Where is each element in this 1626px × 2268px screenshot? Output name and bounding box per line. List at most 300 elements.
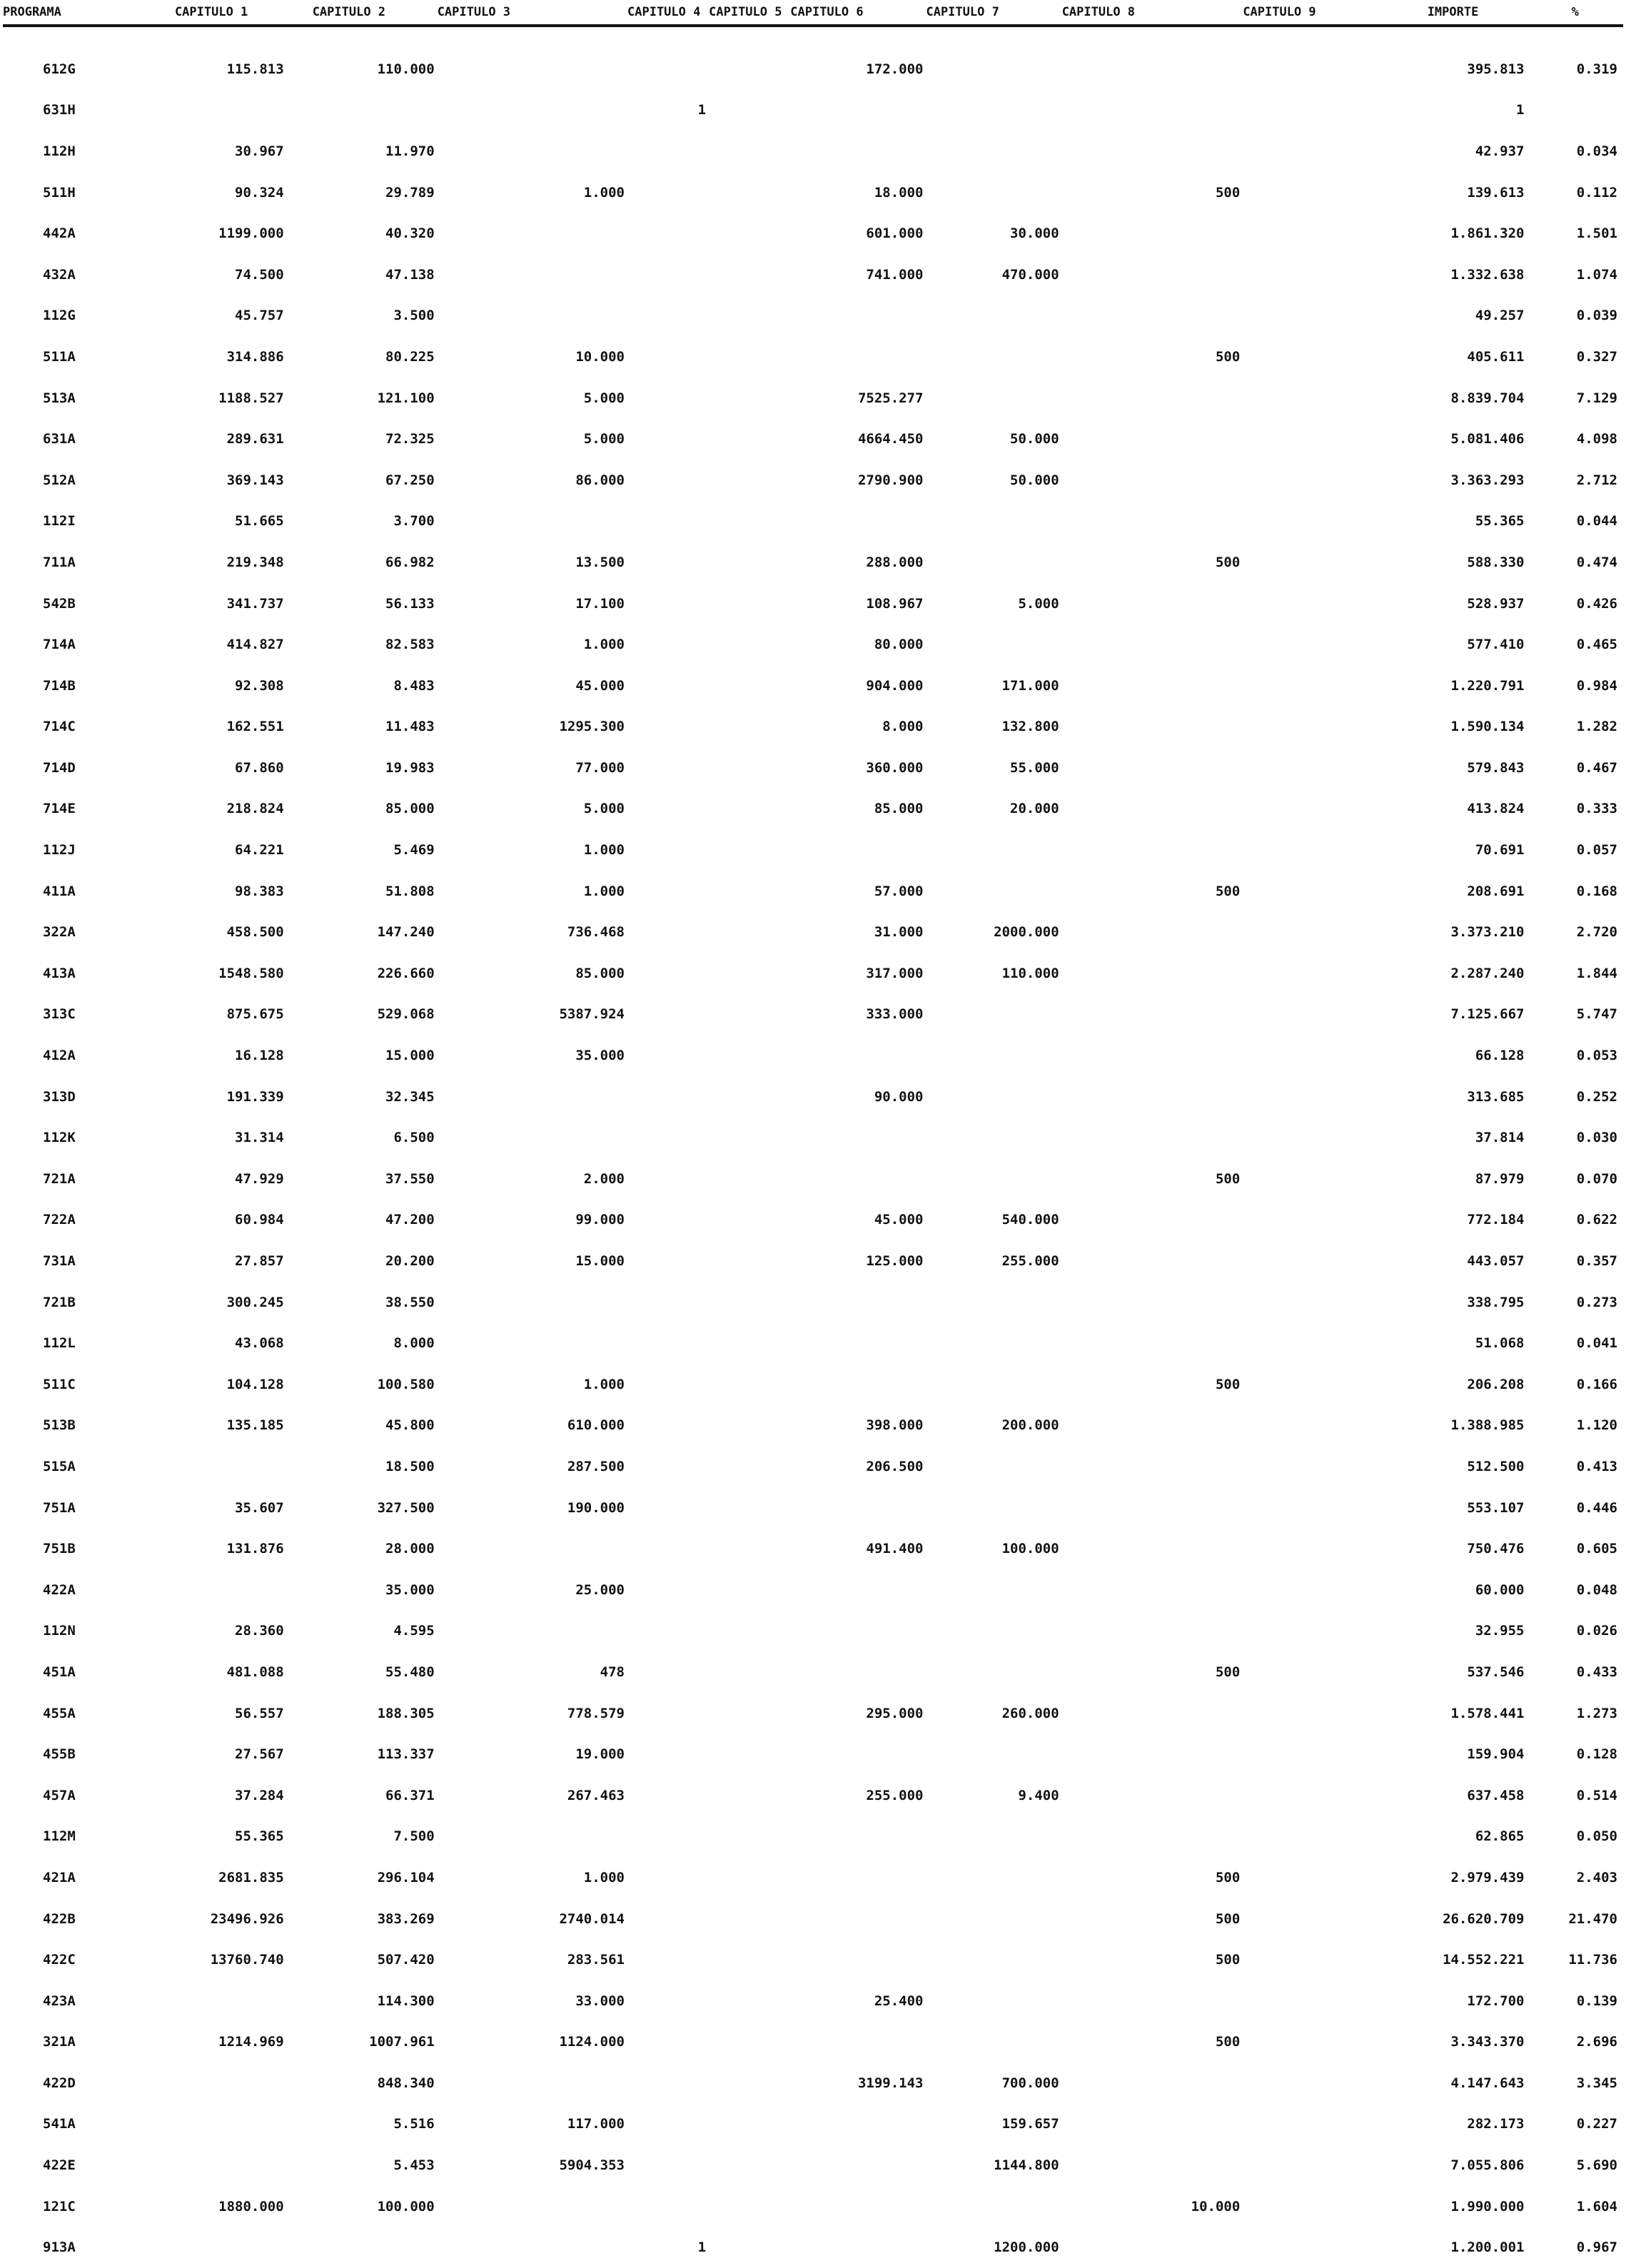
cell-programa: 422A — [43, 1581, 76, 1598]
cell-capitulo-2: 296.104 — [377, 1869, 435, 1885]
cell-capitulo-9 — [1243, 131, 1378, 172]
cell-capitulo-5 — [709, 1282, 790, 1323]
cell-percent: 0.166 — [1576, 1376, 1617, 1392]
cell-capitulo-9 — [1243, 501, 1378, 542]
cell-capitulo-4 — [627, 2104, 709, 2145]
cell-capitulo-1: 35.607 — [235, 1499, 284, 1516]
cell-capitulo-9 — [1243, 1569, 1378, 1611]
cell-capitulo-7: 171.000 — [1001, 677, 1059, 694]
cell-capitulo-7 — [926, 1158, 1061, 1200]
cell-capitulo-6 — [790, 131, 926, 172]
cell-capitulo-4 — [627, 1364, 709, 1405]
cell-capitulo-2: 80.225 — [385, 348, 435, 365]
cell-capitulo-9 — [1243, 1117, 1378, 1158]
table-row — [3, 1158, 1623, 1200]
cell-percent: 0.252 — [1576, 1088, 1617, 1105]
cell-percent — [1527, 90, 1624, 131]
cell-capitulo-4 — [627, 1980, 709, 2022]
table-row — [3, 1200, 1623, 1241]
cell-capitulo-3: 1295.300 — [559, 719, 625, 735]
cell-capitulo-1: 218.824 — [226, 801, 284, 817]
cell-percent: 5.747 — [1576, 1006, 1617, 1023]
cell-capitulo-1: 51.665 — [235, 513, 284, 530]
cell-capitulo-4 — [627, 1733, 709, 1775]
cell-capitulo-1 — [175, 1980, 313, 2022]
cell-capitulo-9 — [1243, 624, 1378, 665]
cell-capitulo-6 — [790, 1569, 926, 1611]
cell-capitulo-9 — [1243, 1857, 1378, 1898]
cell-programa: 542B — [43, 595, 76, 612]
cell-importe: 579.843 — [1467, 759, 1525, 776]
cell-capitulo-1: 875.675 — [226, 1006, 284, 1023]
cell-capitulo-9 — [1243, 542, 1378, 583]
cell-capitulo-8 — [1062, 624, 1243, 665]
cell-programa: 612G — [43, 61, 76, 77]
cell-capitulo-2: 507.420 — [377, 1952, 435, 1968]
cell-importe: 750.476 — [1467, 1541, 1525, 1557]
cell-capitulo-2: 8.483 — [393, 677, 435, 694]
cell-capitulo-4 — [627, 953, 709, 994]
cell-percent: 0.070 — [1576, 1170, 1617, 1187]
cell-capitulo-5 — [709, 1446, 790, 1487]
table-row — [3, 542, 1623, 583]
cell-capitulo-1: 1214.969 — [218, 2034, 284, 2050]
cell-capitulo-3: 117.000 — [567, 2116, 625, 2132]
cell-capitulo-8: 500 — [1215, 1664, 1241, 1680]
table-row — [3, 2186, 1623, 2227]
cell-capitulo-8 — [1062, 418, 1243, 460]
cell-capitulo-1: 67.860 — [235, 759, 284, 776]
cell-capitulo-1: 104.128 — [226, 1376, 284, 1392]
cell-capitulo-5 — [709, 1816, 790, 1858]
table-row — [3, 1857, 1623, 1898]
table-row — [3, 254, 1623, 295]
cell-capitulo-2: 29.789 — [385, 184, 435, 201]
cell-capitulo-3: 99.000 — [575, 1212, 625, 1228]
cell-capitulo-2: 20.200 — [385, 1253, 435, 1270]
cell-capitulo-9 — [1243, 1035, 1378, 1076]
cell-capitulo-5 — [709, 1158, 790, 1200]
cell-capitulo-8 — [1062, 789, 1243, 830]
cell-capitulo-7: 260.000 — [1001, 1705, 1059, 1721]
cell-programa: 413A — [43, 965, 76, 981]
cell-capitulo-8: 500 — [1215, 883, 1241, 899]
cell-capitulo-3 — [438, 254, 627, 295]
cell-importe: 7.125.667 — [1450, 1006, 1525, 1023]
cell-programa: 714C — [43, 719, 76, 735]
cell-capitulo-9 — [1243, 583, 1378, 624]
cell-percent: 0.622 — [1576, 1212, 1617, 1228]
cell-capitulo-7: 132.800 — [1001, 719, 1059, 735]
table-row — [3, 1117, 1623, 1158]
cell-capitulo-5 — [709, 254, 790, 295]
cell-capitulo-4 — [627, 1898, 709, 1940]
table-row — [3, 378, 1623, 419]
cell-capitulo-6 — [790, 1611, 926, 1652]
cell-capitulo-9 — [1243, 1076, 1378, 1118]
cell-capitulo-7 — [926, 2186, 1061, 2227]
cell-capitulo-3 — [438, 295, 627, 337]
cell-importe: 60.000 — [1475, 1581, 1525, 1598]
cell-capitulo-2: 85.000 — [385, 801, 435, 817]
cell-capitulo-9 — [1243, 1775, 1378, 1816]
cell-capitulo-2: 35.000 — [385, 1581, 435, 1598]
cell-capitulo-2: 15.000 — [385, 1048, 435, 1064]
cell-capitulo-5 — [709, 501, 790, 542]
cell-capitulo-6: 18.000 — [874, 184, 924, 201]
table-row — [3, 1322, 1623, 1364]
cell-capitulo-6 — [790, 1282, 926, 1323]
cell-capitulo-3: 1.000 — [583, 184, 625, 201]
cell-capitulo-8 — [1062, 911, 1243, 953]
cell-capitulo-3 — [438, 1117, 627, 1158]
cell-capitulo-2: 5.469 — [393, 842, 435, 859]
cell-capitulo-7 — [926, 994, 1061, 1036]
cell-capitulo-6: 25.400 — [874, 1993, 924, 2009]
cell-capitulo-1: 30.967 — [235, 143, 284, 159]
cell-capitulo-7 — [926, 378, 1061, 419]
cell-capitulo-4 — [627, 2022, 709, 2063]
cell-percent: 0.514 — [1576, 1787, 1617, 1803]
cell-capitulo-6: 57.000 — [874, 883, 924, 899]
cell-capitulo-8 — [1062, 583, 1243, 624]
cell-capitulo-1: 23496.926 — [210, 1910, 284, 1927]
cell-capitulo-9 — [1243, 460, 1378, 501]
cell-capitulo-5 — [709, 2104, 790, 2145]
cell-capitulo-8: 500 — [1215, 1952, 1241, 1968]
cell-capitulo-8 — [1062, 1405, 1243, 1447]
cell-capitulo-3: 736.468 — [567, 924, 625, 941]
cell-capitulo-3: 1.000 — [583, 1376, 625, 1392]
cell-importe: 405.611 — [1467, 348, 1525, 365]
cell-capitulo-6: 206.500 — [866, 1458, 924, 1474]
table-row — [3, 213, 1623, 254]
cell-programa: 513B — [43, 1417, 76, 1434]
cell-capitulo-7: 110.000 — [1001, 965, 1059, 981]
cell-capitulo-8 — [1062, 1117, 1243, 1158]
header-capitulo-6: CAPITULO 6 — [790, 0, 926, 26]
cell-capitulo-1: 43.068 — [235, 1335, 284, 1352]
table-row — [3, 1240, 1623, 1282]
header-row — [3, 0, 1623, 26]
cell-capitulo-7: 540.000 — [1001, 1212, 1059, 1228]
cell-capitulo-1: 481.088 — [226, 1664, 284, 1680]
cell-capitulo-3: 13.500 — [575, 554, 625, 570]
cell-capitulo-8 — [1062, 378, 1243, 419]
cell-importe: 1.200.001 — [1450, 2239, 1525, 2256]
cell-importe: 1.590.134 — [1450, 719, 1525, 735]
cell-capitulo-2: 51.808 — [385, 883, 435, 899]
cell-capitulo-3: 267.463 — [567, 1787, 625, 1803]
cell-capitulo-2: 848.340 — [377, 2075, 435, 2091]
cell-capitulo-5 — [709, 1939, 790, 1980]
cell-percent: 21.470 — [1568, 1910, 1617, 1927]
cell-programa: 711A — [43, 554, 76, 570]
cell-percent: 1.273 — [1576, 1705, 1617, 1721]
cell-capitulo-4 — [627, 1200, 709, 1241]
cell-importe: 443.057 — [1467, 1253, 1525, 1270]
cell-programa: 714B — [43, 677, 76, 694]
cell-capitulo-6: 90.000 — [874, 1088, 924, 1105]
cell-capitulo-2: 40.320 — [385, 226, 435, 242]
table-row — [3, 172, 1623, 213]
cell-programa: 112M — [43, 1828, 76, 1845]
cell-capitulo-4 — [627, 336, 709, 378]
cell-capitulo-6: 172.000 — [866, 61, 924, 77]
cell-percent: 1.604 — [1576, 2198, 1617, 2214]
cell-capitulo-5 — [709, 2227, 790, 2268]
cell-capitulo-1: 13760.740 — [210, 1952, 284, 1968]
cell-capitulo-8 — [1062, 254, 1243, 295]
cell-capitulo-3: 5.000 — [583, 390, 625, 406]
cell-capitulo-3 — [438, 2186, 627, 2227]
cell-capitulo-8: 500 — [1215, 1910, 1241, 1927]
cell-programa: 411A — [43, 883, 76, 899]
cell-capitulo-8 — [1062, 1322, 1243, 1364]
cell-percent: 2.720 — [1576, 924, 1617, 941]
cell-capitulo-6: 288.000 — [866, 554, 924, 570]
cell-capitulo-7 — [926, 131, 1061, 172]
cell-capitulo-7 — [926, 49, 1061, 90]
cell-capitulo-5 — [709, 747, 790, 789]
cell-capitulo-4 — [627, 131, 709, 172]
cell-capitulo-3 — [438, 501, 627, 542]
header-capitulo-8: CAPITULO 8 — [1062, 0, 1243, 26]
cell-capitulo-3 — [438, 2227, 627, 2268]
cell-capitulo-1: 47.929 — [235, 1170, 284, 1187]
cell-capitulo-3 — [438, 1816, 627, 1858]
cell-capitulo-8: 500 — [1215, 1170, 1241, 1187]
cell-capitulo-5 — [709, 1240, 790, 1282]
cell-capitulo-9 — [1243, 418, 1378, 460]
cell-capitulo-8: 500 — [1215, 1869, 1241, 1885]
cell-capitulo-8 — [1062, 1611, 1243, 1652]
cell-capitulo-2: 47.138 — [385, 266, 435, 283]
cell-capitulo-3: 610.000 — [567, 1417, 625, 1434]
cell-capitulo-1: 115.813 — [226, 61, 284, 77]
table-row — [3, 418, 1623, 460]
cell-programa: 421A — [43, 1869, 76, 1885]
cell-capitulo-3: 5.000 — [583, 801, 625, 817]
cell-capitulo-6 — [790, 1322, 926, 1364]
cell-capitulo-1 — [175, 1446, 313, 1487]
cell-capitulo-1: 300.245 — [226, 1294, 284, 1310]
cell-capitulo-2: 147.240 — [377, 924, 435, 941]
cell-importe: 2.979.439 — [1450, 1869, 1525, 1885]
cell-programa: 121C — [43, 2198, 76, 2214]
table-row — [3, 2145, 1623, 2186]
cell-capitulo-1 — [175, 2227, 313, 2268]
cell-capitulo-6 — [790, 1857, 926, 1898]
cell-capitulo-5 — [709, 2022, 790, 2063]
cell-programa: 511C — [43, 1376, 76, 1392]
cell-capitulo-5 — [709, 1693, 790, 1734]
cell-programa: 112H — [43, 143, 76, 159]
table-row — [3, 460, 1623, 501]
cell-capitulo-8 — [1062, 2227, 1243, 2268]
cell-capitulo-9 — [1243, 829, 1378, 871]
cell-capitulo-6: 45.000 — [874, 1212, 924, 1228]
cell-capitulo-2: 3.700 — [393, 513, 435, 530]
table-row — [3, 665, 1623, 707]
table-row — [3, 1364, 1623, 1405]
cell-percent: 0.048 — [1576, 1581, 1617, 1598]
cell-capitulo-2: 5.516 — [393, 2116, 435, 2132]
cell-capitulo-8 — [1062, 707, 1243, 748]
cell-capitulo-3: 2740.014 — [559, 1910, 625, 1927]
cell-capitulo-1 — [175, 1569, 313, 1611]
cell-capitulo-5 — [709, 1651, 790, 1693]
cell-capitulo-4 — [627, 460, 709, 501]
cell-capitulo-4 — [627, 1693, 709, 1734]
cell-capitulo-6 — [790, 1733, 926, 1775]
cell-capitulo-2: 67.250 — [385, 472, 435, 488]
cell-capitulo-4 — [627, 707, 709, 748]
cell-capitulo-7: 30.000 — [1010, 226, 1059, 242]
cell-capitulo-9 — [1243, 1405, 1378, 1447]
cell-importe: 413.824 — [1467, 801, 1525, 817]
cell-percent: 0.426 — [1576, 595, 1617, 612]
cell-capitulo-3: 5904.353 — [559, 2157, 625, 2174]
cell-programa: 112J — [43, 842, 76, 859]
cell-capitulo-4 — [627, 1857, 709, 1898]
cell-capitulo-9 — [1243, 1611, 1378, 1652]
cell-capitulo-6 — [790, 1117, 926, 1158]
cell-programa: 313C — [43, 1006, 76, 1023]
cell-importe: 1.332.638 — [1450, 266, 1525, 283]
cell-capitulo-5 — [709, 90, 790, 131]
cell-capitulo-8 — [1062, 49, 1243, 90]
cell-capitulo-7: 5.000 — [1018, 595, 1059, 612]
cell-capitulo-6 — [790, 295, 926, 337]
cell-capitulo-1: 28.360 — [235, 1623, 284, 1639]
cell-capitulo-8 — [1062, 90, 1243, 131]
cell-capitulo-6: 125.000 — [866, 1253, 924, 1270]
cell-capitulo-5 — [709, 871, 790, 912]
cell-capitulo-4 — [627, 1611, 709, 1652]
table-row — [3, 1446, 1623, 1487]
cell-programa: 313D — [43, 1088, 76, 1105]
cell-capitulo-9 — [1243, 2022, 1378, 2063]
cell-percent: 0.044 — [1576, 513, 1617, 530]
cell-programa: 112I — [43, 513, 76, 530]
cell-capitulo-3: 45.000 — [575, 677, 625, 694]
cell-capitulo-8 — [1062, 1733, 1243, 1775]
cell-capitulo-1: 64.221 — [235, 842, 284, 859]
header-capitulo-5: CAPITULO 5 — [709, 0, 790, 26]
cell-capitulo-1: 135.185 — [226, 1417, 284, 1434]
cell-capitulo-4 — [627, 1569, 709, 1611]
cell-capitulo-8 — [1062, 1240, 1243, 1282]
cell-programa: 422B — [43, 1910, 76, 1927]
table-row — [3, 707, 1623, 748]
cell-capitulo-9 — [1243, 1651, 1378, 1693]
cell-capitulo-3: 2.000 — [583, 1170, 625, 1187]
table-row — [3, 747, 1623, 789]
cell-capitulo-5 — [709, 1364, 790, 1405]
cell-importe: 42.937 — [1475, 143, 1525, 159]
cell-capitulo-4 — [627, 1939, 709, 1980]
cell-capitulo-3: 35.000 — [575, 1048, 625, 1064]
cell-capitulo-2: 327.500 — [377, 1499, 435, 1516]
cell-importe: 588.330 — [1467, 554, 1525, 570]
cell-capitulo-5 — [709, 2062, 790, 2104]
cell-capitulo-4 — [627, 829, 709, 871]
table-row — [3, 789, 1623, 830]
cell-capitulo-9 — [1243, 1693, 1378, 1734]
cell-percent: 0.357 — [1576, 1253, 1617, 1270]
cell-programa: 913A — [43, 2239, 76, 2256]
cell-capitulo-4 — [627, 501, 709, 542]
cell-capitulo-4 — [627, 1651, 709, 1693]
table-row — [3, 1282, 1623, 1323]
cell-capitulo-6: 85.000 — [874, 801, 924, 817]
cell-capitulo-4 — [627, 994, 709, 1036]
table-row — [3, 1487, 1623, 1529]
cell-capitulo-6: 601.000 — [866, 226, 924, 242]
cell-capitulo-1: 98.383 — [235, 883, 284, 899]
cell-capitulo-1: 458.500 — [226, 924, 284, 941]
table-row — [3, 953, 1623, 994]
cell-capitulo-7: 50.000 — [1010, 431, 1059, 447]
cell-capitulo-5 — [709, 1775, 790, 1816]
cell-capitulo-3 — [438, 1528, 627, 1569]
cell-capitulo-3: 25.000 — [575, 1581, 625, 1598]
cell-capitulo-1 — [175, 90, 313, 131]
cell-capitulo-2: 188.305 — [377, 1705, 435, 1721]
cell-capitulo-3: 478 — [600, 1664, 625, 1680]
cell-capitulo-9 — [1243, 336, 1378, 378]
cell-capitulo-3: 1.000 — [583, 842, 625, 859]
cell-capitulo-7 — [926, 336, 1061, 378]
cell-capitulo-2: 113.337 — [377, 1746, 435, 1763]
cell-capitulo-4 — [627, 1158, 709, 1200]
header-capitulo-7: CAPITULO 7 — [926, 0, 1061, 26]
cell-programa: 112N — [43, 1623, 76, 1639]
cell-capitulo-8 — [1062, 1569, 1243, 1611]
cell-capitulo-5 — [709, 336, 790, 378]
cell-capitulo-7: 9.400 — [1018, 1787, 1059, 1803]
cell-capitulo-9 — [1243, 953, 1378, 994]
cell-capitulo-6 — [790, 2227, 926, 2268]
cell-capitulo-1: 92.308 — [235, 677, 284, 694]
cell-capitulo-9 — [1243, 295, 1378, 337]
cell-capitulo-9 — [1243, 172, 1378, 213]
cell-importe: 206.208 — [1467, 1376, 1525, 1392]
cell-capitulo-6 — [790, 1651, 926, 1693]
cell-importe: 4.147.643 — [1450, 2075, 1525, 2091]
cell-programa: 515A — [43, 1458, 76, 1474]
cell-capitulo-4 — [627, 911, 709, 953]
cell-capitulo-3: 190.000 — [567, 1499, 625, 1516]
cell-capitulo-9 — [1243, 1240, 1378, 1282]
cell-capitulo-2: 7.500 — [393, 1828, 435, 1845]
cell-capitulo-4 — [627, 2186, 709, 2227]
cell-capitulo-7 — [926, 1816, 1061, 1858]
cell-percent: 0.273 — [1576, 1294, 1617, 1310]
cell-percent: 1.120 — [1576, 1417, 1617, 1434]
cell-capitulo-5 — [709, 172, 790, 213]
cell-capitulo-9 — [1243, 789, 1378, 830]
cell-capitulo-8 — [1062, 747, 1243, 789]
cell-capitulo-9 — [1243, 747, 1378, 789]
cell-capitulo-7 — [926, 1569, 1061, 1611]
cell-programa: 322A — [43, 924, 76, 941]
cell-capitulo-2: 19.983 — [385, 759, 435, 776]
cell-importe: 1.990.000 — [1450, 2198, 1525, 2214]
cell-capitulo-9 — [1243, 1282, 1378, 1323]
cell-capitulo-1: 131.876 — [226, 1541, 284, 1557]
